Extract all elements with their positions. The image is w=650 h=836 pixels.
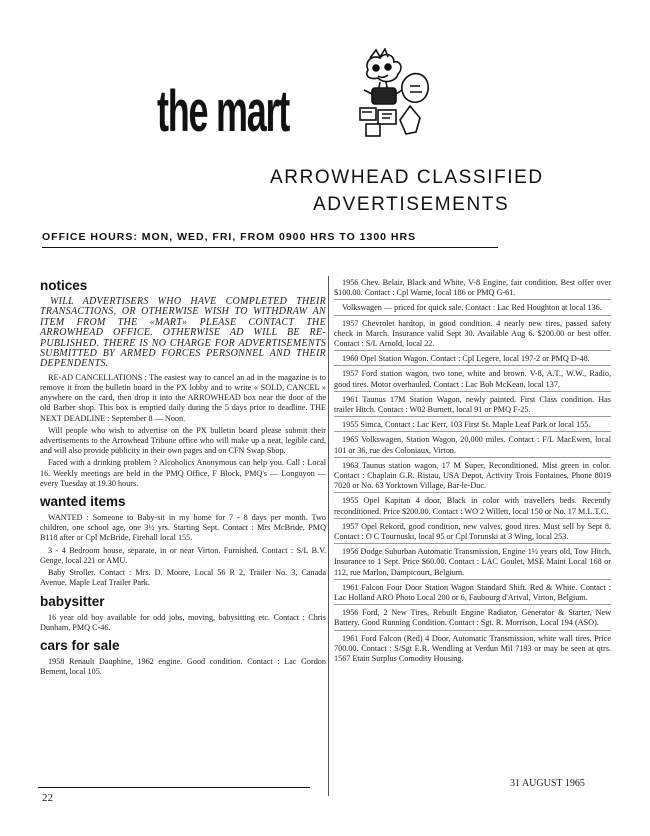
wanted-heading: wanted items xyxy=(40,494,126,510)
car-ad: 1961 Falcon Four Door Station Wagon Standard Shift. Red & White. Contact : Lac Holland ARO Photo Local 200 or 6, Faubourg d'Arival, Virton, Belgium. xyxy=(334,582,611,605)
babysitter-item: 16 year old boy available for odd jobs, moving, babysitting etc. Contact : Chris Dunham, PMQ C-46. xyxy=(40,612,326,632)
notice-bulletin-board: Will people who wish to advertise on the PX bulletin board please submit their advertisements to the Arrowhead Tribune office who will make up a neat, legible card, and will also provide publicity in their own pages and on CFN Swap Shop. xyxy=(40,425,326,456)
footer-rule xyxy=(38,787,310,788)
car-ad: 1963 Taunus station wagon, 17 M Super, Reconditioned. Mist green in color. Contact : Chaplain G.R. Ristau, USA Depot, Activity Trois Fontaines, Phone 8019 7020 or No. 63 Yorktown Village, Bar-le-Duc. xyxy=(334,460,611,494)
car-ad: 1960 Opel Station Wagon. Contact : Cpl Legere, local 197-2 or PMQ D-48. xyxy=(334,353,611,366)
page-number: 22 xyxy=(42,792,53,804)
car-ad: 1965 Volkswagen, Station Wagon, 20,000 miles. Contact : F/L MacEwen, local 101 or 36, rue des Coloniaux, Virton. xyxy=(334,434,611,457)
mascot-illustration xyxy=(350,48,438,140)
car-ad: 1961 Ford Falcon (Red) 4 Door, Automatic Transmission, white wall tires. Price 700.00. Contact : S/Sgt E.R. Wendling at Verdun Mil 7193 or may be seen at qtrs. 1567 Etain Surplus Comodity Housing. xyxy=(334,633,611,664)
left-column xyxy=(40,277,326,679)
wanted-item: 3 - 4 Bedroom house, separate, in or near Virton. Furnished. Contact : S/L B.V. Genge, local 221 or AMU. xyxy=(40,545,326,565)
car-ad: 1957 Ford station wagon, two tone, white and brown. V-8, A.T., W.W., Radio, good tires. Motor overhauled. Contact : Lac Bob McKean, local 137. xyxy=(334,368,611,391)
right-column xyxy=(334,277,611,667)
car-ad: 1955 Simca, Contact : Lac Kerr, 103 First St. Maple Leaf Park or local 155. xyxy=(334,419,611,432)
office-hours-rule xyxy=(42,247,498,248)
office-hours: OFFICE HOURS: MON, WED, FRI, FROM 0900 HRS TO 1300 HRS xyxy=(42,231,417,243)
notices-heading: notices xyxy=(40,278,88,293)
wanted-item: WANTED : Someone to Baby-sit in my home for 7 - 8 days per month. Two children, one school age, one 3½ yrs. Starting Sept. Contact : Mrs McBride, PMQ B118 after or Cpl McBride, Firehall local 155. xyxy=(40,513,326,543)
car-ad: 1961 Taunus 17M Station Wagon, newly painted. First Class condition. Has trailer Hitch. Contact : W02 Burnett, local 91 or PMQ F-25. xyxy=(334,394,611,417)
section-title-line2: ADVERTISEMENTS xyxy=(313,194,510,215)
notice-cancellations: RE-AD CANCELLATIONS : The easiest way to cancel an ad in the magazine is to remove it from the bulletin board in the PX lobby and to write « SOLD, CANCEL » anywhere on the card, then drop it into the ARROWHEAD box near the door of the old Barber shop. This box is emptied daily during the 5 days prior to deadline. THE NEXT DEADLINE : September 8 — Noon. xyxy=(40,372,326,423)
car-ad: 1955 Opel Kapitan 4 door, Black in color with travellers beds. Recently reconditioned. Price $200.00. Contact : WO 2 Willett, local 150 or No. 17 M.L.T.C. xyxy=(334,495,611,518)
column-divider xyxy=(328,276,329,796)
car-ad: 1956 Dodge Suburban Automatic Transmission, Engine 1½ years old, Tow Hitch, Insurance to 1 Sept. Price $60.00. Contact : LAC Goulet, MSE Maint Local 168 or 112, rue Marlon, Dampicourt, Belgium. xyxy=(334,546,611,580)
car-ad: 1957 Opel Rekord, good condition, new valves, good tires. Must sell by Sept 8. Contact : O C Tournuski, local 95 or Cpl Torunski at 3 Wing, local 253. xyxy=(334,521,611,544)
car-ad: Volkswagen — priced for quick sale. Contact : Lac Red Houghton at local 136. xyxy=(334,302,611,315)
babysitter-heading: babysitter xyxy=(40,593,105,609)
masthead-title: the mart xyxy=(157,79,289,144)
notice-alcoholics: Faced with a drinking problem ? Alcoholics Anonymous can help you. Call : Local 16. Weekly meetings are held in the PMQ Office, F Block, PMQ's — Longuyon — every Tuesday at 19.30 hours. xyxy=(40,458,326,488)
wanted-item: Baby Stroller. Contact : Mrs. D. Moore, Local 56 R 2, Trailer No. 3, Canada Avenue, Maple Leaf Trailer Park. xyxy=(40,568,326,588)
car-ad: 1956 Chev. Belair, Black and White, V-8 Engine, fair condition. Best offer over $100.00. Contact : Cpl Warne, local 186 or PMQ G-61. xyxy=(334,277,611,300)
issue-date: 31 AUGUST 1965 xyxy=(510,778,585,789)
car-ad: 1956 Ford, 2 New Tires, Rebuilt Engine Radiator, Generator & Starter, New Battery. Good Running Condition. Contact : Sgt. R. Morrison, Local 194 (ASO). xyxy=(334,607,611,630)
section-title-line1: ARROWHEAD CLASSIFIED xyxy=(270,167,544,188)
car-ad: 1958 Renault Dauphine, 1962 engine. Good condition. Contact : Lac Gordon Bement, local 105. xyxy=(40,656,326,677)
notice-caps-paragraph: WILL ADVERTISERS WHO HAVE COMPLETED THEIR TRANSACTIONS, OR OTHERWISE WISH TO WITHDRAW AN ITEM FROM THE «MART» PLEASE CONTACT THE ARROWHEAD OFFICE. OTHERWISE AD WILL BE RE-PUBLISHED. THERE IS NO CHARGE FOR ADVERTISEMENTS SUBMITTED BY ARMED FORCES PERSONNEL AND THEIR DEPENDENTS. xyxy=(40,296,326,370)
cars-heading: cars for sale xyxy=(40,637,120,653)
car-ad: 1957 Chevrolet hardtop, in good condition. 4 nearly new tires, passed safety check in March. Insurance valid Sept 30. Available Aug 6. $200.00 or best offer. Contact : S/L Arnold, local 22. xyxy=(334,318,611,352)
